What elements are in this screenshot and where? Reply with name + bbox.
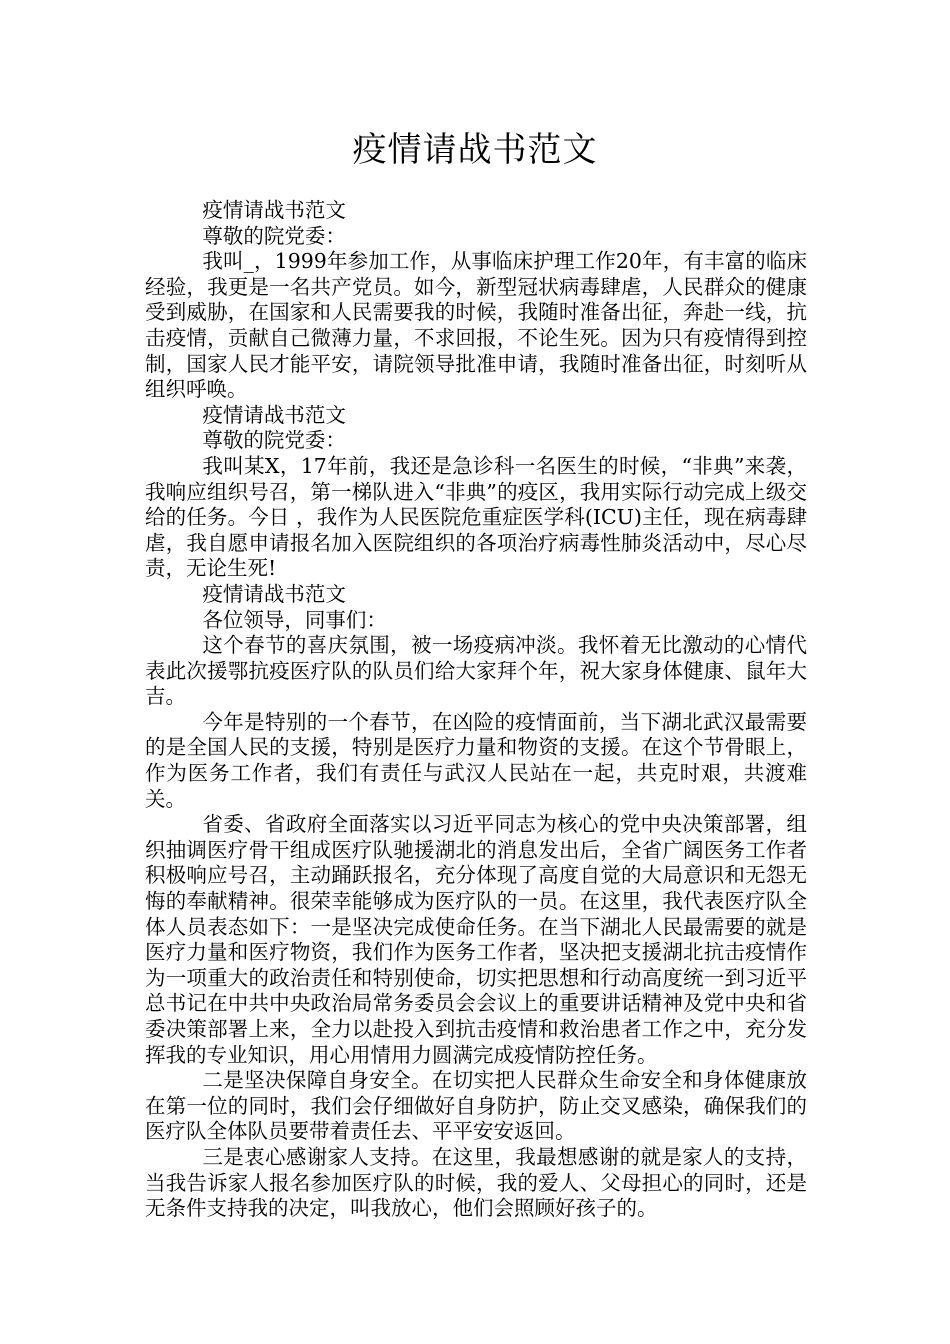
paragraph: 疫情请战书范文 — [202, 198, 346, 222]
paragraph: 我叫某X，17年前，我还是急诊科一名医生的时候，“非典”来袭，我响应组织号召，第一梯队进入“非典”的疫区，我用实际行动完成上级交给的任务。今日 ，我作为人民医院危重症医学科(ICU)主任，现在病毒肆虐，我自愿申请报名加入医院组织的各项治疗病毒性肺炎活动中，尽心尽责，无论生死! — [145, 453, 807, 581]
document-title: 疫情请战书范文 — [352, 130, 598, 170]
document-body — [145, 198, 807, 1222]
paragraph: 我叫_，1999年参加工作，从事临床护理工作20年，有丰富的临床经验，我更是一名共产党员。如今，新型冠状病毒肆虐，人民群众的健康受到威胁，在国家和人民需要我的时候，我随时准备出征，奔赴一线，抗击疫情，贡献自己微薄力量，不求回报，不论生死。因为只有疫情得到控制，国家人民才能平安，请院领导批准申请，我随时准备出征，时刻听从组织呼唤。 — [145, 249, 807, 402]
paragraph: 今年是特别的一个春节，在凶险的疫情面前，当下湖北武汉最需要的是全国人民的支援，特别是医疗力量和物资的支援。在这个节骨眼上，作为医务工作者，我们有责任与武汉人民站在一起，共克时艰，共渡难关。 — [145, 709, 807, 811]
paragraph: 疫情请战书范文 — [202, 402, 346, 427]
paragraph: 二是坚决保障自身安全。在切实把人民群众生命安全和身体健康放在第一位的同时，我们会仔细做好自身防护，防止交叉感染，确保我们的医疗队全体队员要带着责任去、平平安安返回。 — [145, 1068, 807, 1144]
paragraph: 这个春节的喜庆氛围，被一场疫病冲淡。我怀着无比激动的心情代表此次援鄂抗疫医疗队的队员们给大家拜个年，祝大家身体健康、鼠年大吉。 — [145, 633, 807, 709]
paragraph: 省委、省政府全面落实以习近平同志为核心的党中央决策部署，组织抽调医疗骨干组成医疗队驰援湖北的消息发出后，全省广阔医务工作者积极响应号召，主动踊跃报名，充分体现了高度自觉的大局意识和无怨无悔的奉献精神。很荣幸能够成为医疗队的一员。在这里，我代表医疗队全体人员表态如下：一是坚决完成使命任务。在当下湖北人民最需要的就是医疗力量和医疗物资，我们作为医务工作者，坚决把支援湖北抗击疫情作为一项重大的政治责任和特别使命，切实把思想和行动高度统一到习近平总书记在中共中央政治局常务委员会会议上的重要讲话精神及党中央和省委决策部署上来，全力以赴投入到抗击疫情和救治患者工作之中，充分发挥我的专业知识，用心用情用力圆满完成疫情防控任务。 — [145, 812, 807, 1067]
paragraph: 尊敬的院党委： — [202, 428, 346, 453]
paragraph: 疫情请战书范文 — [202, 581, 346, 606]
paragraph: 三是衷心感谢家人支持。在这里，我最想感谢的就是家人的支持，当我告诉家人报名参加医疗队的时候，我的爱人、父母担心的同时，还是无条件支持我的决定，叫我放心，他们会照顾好孩子的。 — [145, 1144, 807, 1221]
paragraph: 各位领导，同事们： — [202, 607, 387, 632]
paragraph: 尊敬的院党委： — [202, 223, 346, 248]
